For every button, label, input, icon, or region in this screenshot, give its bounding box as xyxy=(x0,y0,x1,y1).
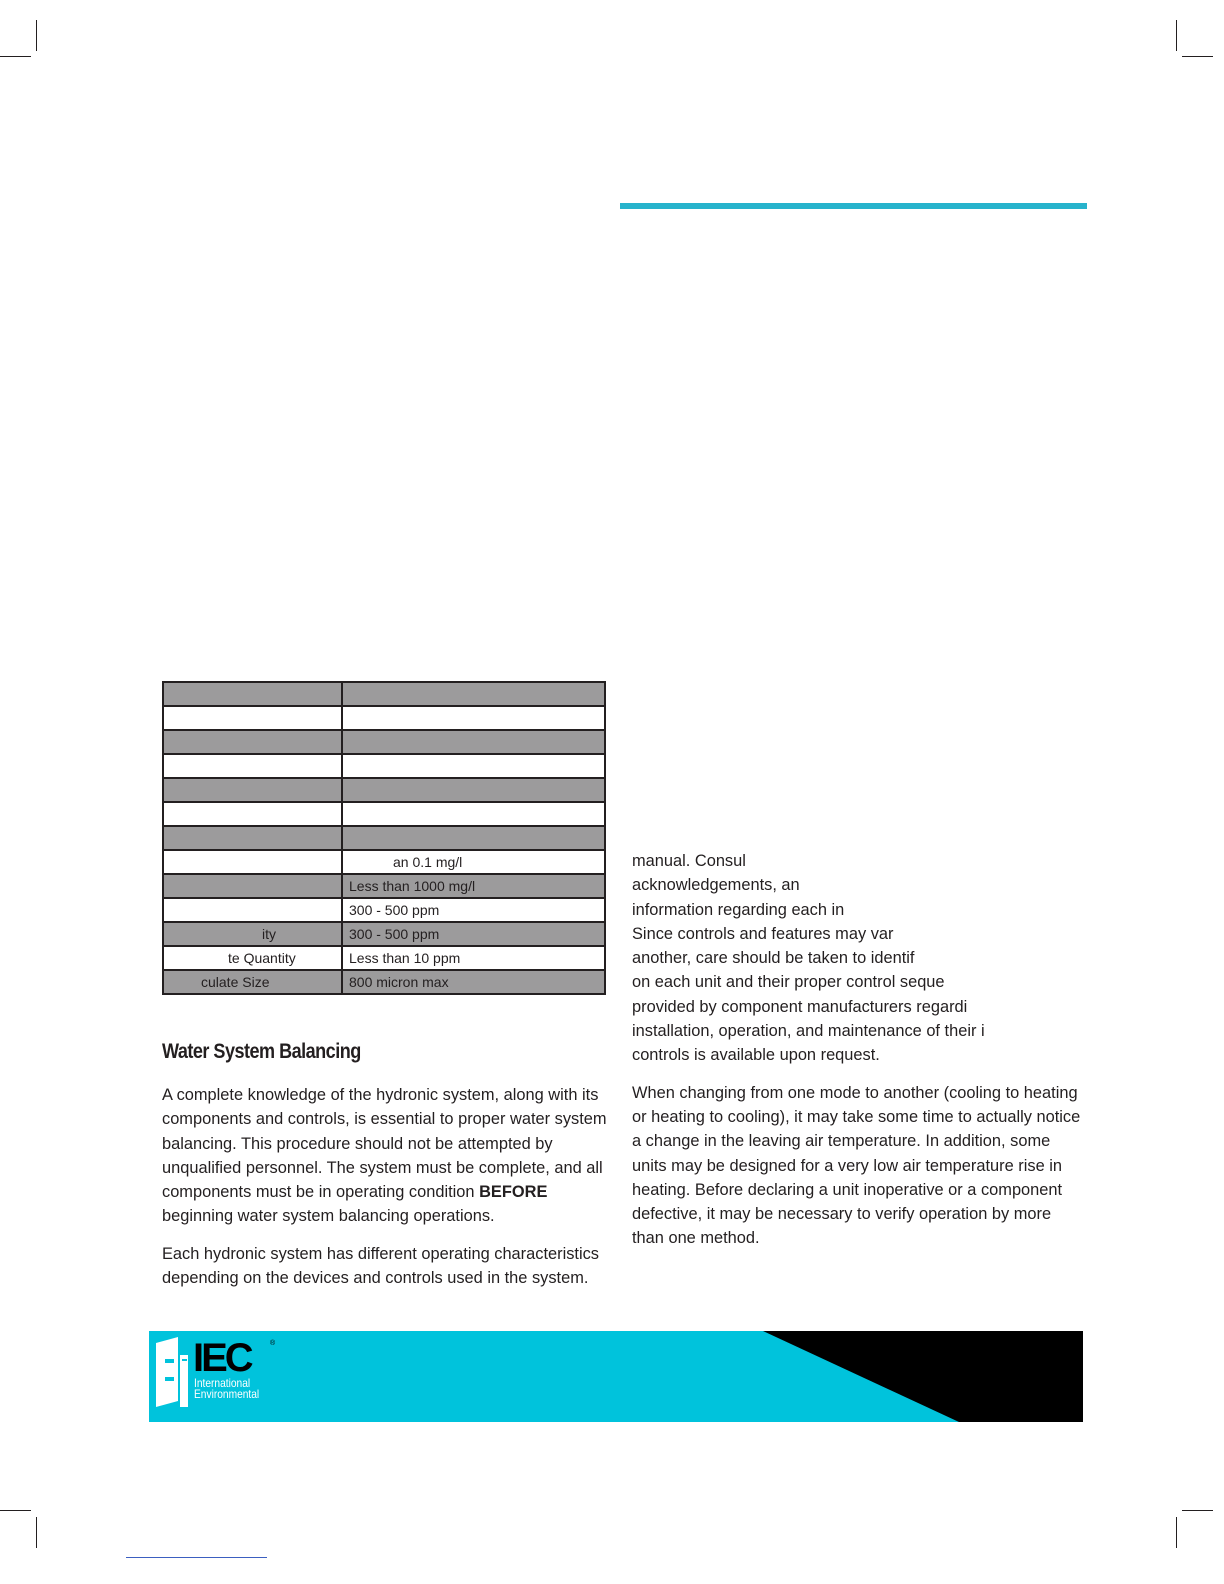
value-cell: 300 - 500 ppm xyxy=(342,922,605,946)
fragment-line: another, care should be taken to identif xyxy=(632,949,915,968)
fragment-line: provided by component manufacturers regardi xyxy=(632,997,968,1016)
paragraph-balancing: A complete knowledge of the hydronic system, along with its components and controls, is essential to proper water system balancing. This procedure should not be attempted by unqualified personnel. The system must be complete, and all components must be in operating condition BEFORE beginning water system balancing operations. xyxy=(162,1086,607,1226)
table-row xyxy=(163,970,605,994)
table-row xyxy=(163,946,605,970)
table-row xyxy=(163,826,605,850)
param-cell xyxy=(163,802,342,826)
value-cell: an 0.1 mg/l xyxy=(342,850,605,874)
value-cell xyxy=(342,826,605,850)
footer-link-rule xyxy=(126,1557,267,1558)
fragment-line: controls is available upon request. xyxy=(632,1046,880,1065)
table-row xyxy=(163,778,605,802)
registered-mark: ® xyxy=(270,1340,276,1347)
table-row xyxy=(163,922,605,946)
crop-mark-br-h xyxy=(1182,1510,1213,1511)
fragment-line: information regarding each in xyxy=(632,900,845,919)
value-cell: Less than 10 ppm xyxy=(342,946,605,970)
param-cell xyxy=(163,898,342,922)
table-row xyxy=(163,682,605,706)
value-cell xyxy=(342,754,605,778)
param-cell xyxy=(163,730,342,754)
crop-mark-bl-h xyxy=(0,1510,31,1511)
table-row xyxy=(163,730,605,754)
logo-wordmark: IEC xyxy=(193,1336,251,1380)
fragment-paragraph xyxy=(632,849,1086,1068)
fragment-line: acknowledgements, an xyxy=(632,876,800,895)
bold-emphasis: BEFORE xyxy=(479,1183,548,1202)
table-row xyxy=(163,754,605,778)
value-cell: 300 - 500 ppm xyxy=(342,898,605,922)
crop-mark-tl-v xyxy=(36,20,37,51)
param-cell: te Quantity xyxy=(163,946,342,970)
footer-black-wedge xyxy=(149,1331,1083,1422)
param-cell xyxy=(163,826,342,850)
param-cell xyxy=(163,682,342,706)
param-cell xyxy=(163,874,342,898)
left-column-text xyxy=(162,1083,608,1303)
value-cell xyxy=(342,802,605,826)
value-cell xyxy=(342,778,605,802)
water-quality-table xyxy=(162,681,606,995)
param-cell xyxy=(163,778,342,802)
table-row xyxy=(163,850,605,874)
value-cell xyxy=(342,682,605,706)
logo-subtitle-line2: Environmental xyxy=(194,1387,260,1401)
param-cell xyxy=(163,706,342,730)
table-row xyxy=(163,874,605,898)
param-cell xyxy=(163,850,342,874)
value-cell xyxy=(342,730,605,754)
section-heading: Water System Balancing xyxy=(162,1040,361,1063)
fragment-line: installation, operation, and maintenance of their i xyxy=(632,1022,985,1041)
fragment-line: Since controls and features may var xyxy=(632,924,894,943)
value-cell xyxy=(342,706,605,730)
crop-mark-tl-h xyxy=(0,56,31,57)
paragraph-characteristics: Each hydronic system has different operating characteristics depending on the devices and controls used in the system. xyxy=(162,1244,599,1288)
value-cell: Less than 1000 mg/l xyxy=(342,874,605,898)
crop-mark-tr-h xyxy=(1182,56,1213,57)
table-row xyxy=(163,706,605,730)
crop-mark-br-v xyxy=(1176,1517,1177,1548)
param-cell xyxy=(163,754,342,778)
table-row xyxy=(163,802,605,826)
footer-band xyxy=(149,1331,1083,1422)
fragment-line: on each unit and their proper control seque xyxy=(632,973,945,992)
crop-mark-bl-v xyxy=(36,1517,37,1548)
fragment-line: manual. Consul xyxy=(632,852,746,870)
crop-mark-tr-v xyxy=(1176,20,1177,51)
logo-subtitle-line1: International xyxy=(194,1376,251,1390)
value-cell: 800 micron max xyxy=(342,970,605,994)
param-cell: ity xyxy=(163,922,342,946)
param-cell: culate Size xyxy=(163,970,342,994)
right-column-text xyxy=(632,849,1086,1264)
paragraph-mode-change: When changing from one mode to another (cooling to heating or heating to cooling), it may take some time to actually notice a change in the leaving air temperature. In addition, some units may be designed for a very low air temperature rise in heating. Before declaring a unit inoperative or a component defective, it may be necessary to verify operation by more than one method. xyxy=(632,1083,1081,1248)
accent-rule xyxy=(620,203,1087,209)
table-row xyxy=(163,898,605,922)
